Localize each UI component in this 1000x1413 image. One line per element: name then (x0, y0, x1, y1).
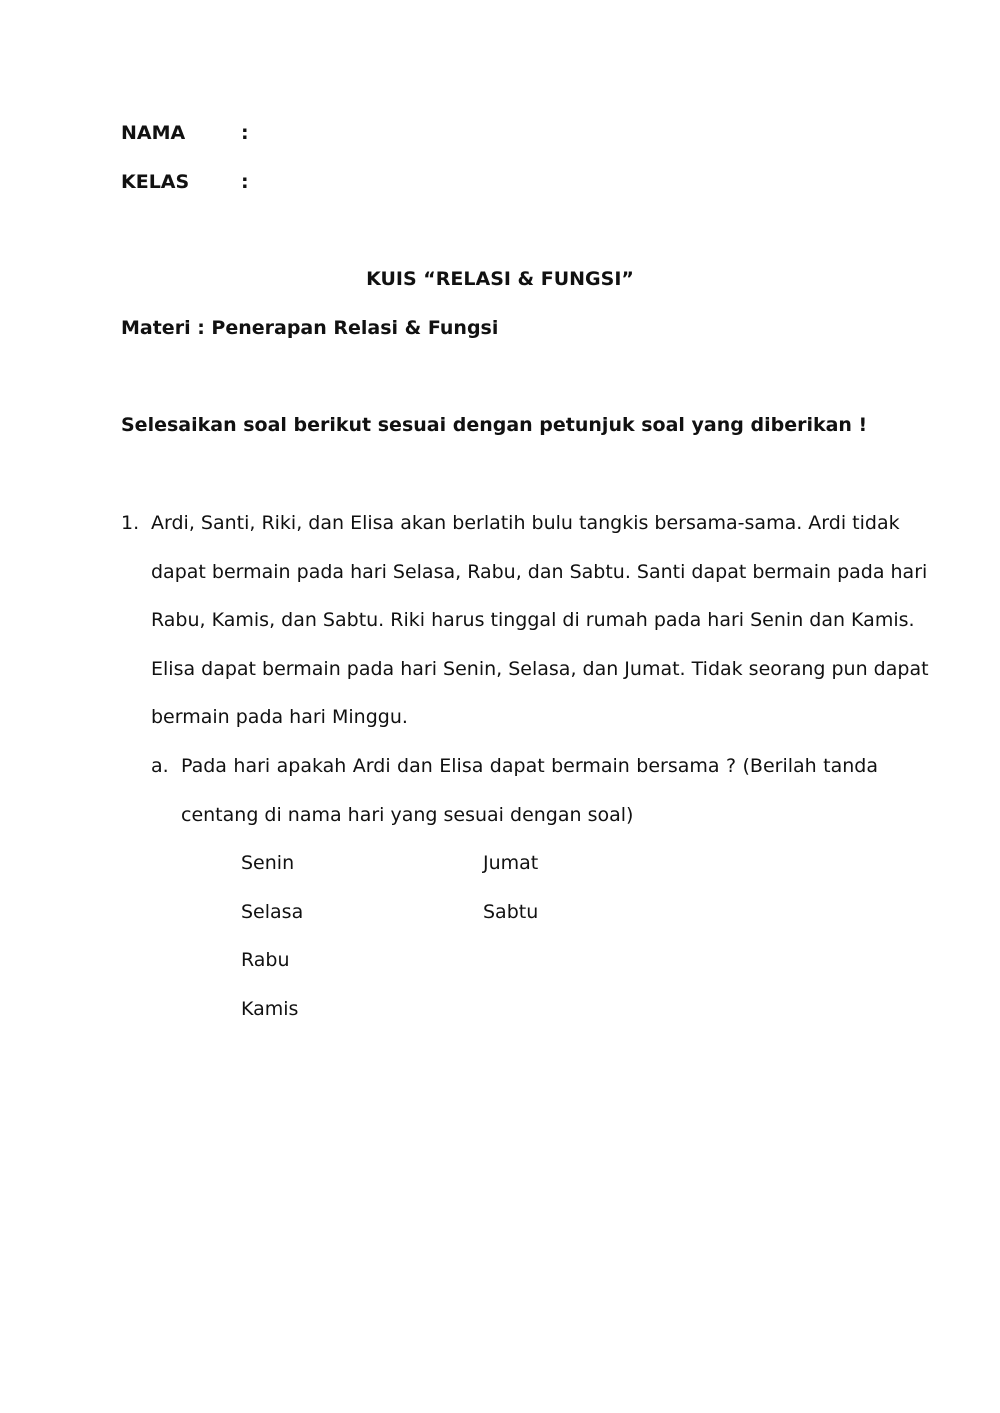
kelas-colon: : (241, 171, 249, 193)
question-number: 1. (121, 512, 140, 534)
option-rabu[interactable]: Rabu (241, 949, 290, 971)
instruction-line: Selesaikan soal berikut sesuai dengan petunjuk soal yang diberikan ! (121, 414, 868, 436)
question-text-line: bermain pada hari Minggu. (151, 706, 408, 728)
option-senin[interactable]: Senin (241, 852, 295, 874)
sub-question-line: Pada hari apakah Ardi dan Elisa dapat bermain bersama ? (Berilah tanda (181, 755, 878, 777)
question-text-line: Ardi, Santi, Riki, dan Elisa akan berlatih bulu tangkis bersama-sama. Ardi tidak (151, 512, 900, 534)
sub-question-line: centang di nama hari yang sesuai dengan soal) (181, 804, 634, 826)
option-sabtu[interactable]: Sabtu (483, 901, 539, 923)
quiz-title: KUIS “RELASI & FUNGSI” (366, 268, 634, 290)
sub-question-letter: a. (151, 755, 169, 777)
materi-line: Materi : Penerapan Relasi & Fungsi (121, 317, 499, 339)
option-kamis[interactable]: Kamis (241, 998, 299, 1020)
option-jumat[interactable]: Jumat (483, 852, 539, 874)
nama-label: NAMA (121, 122, 186, 144)
question-text-line: Rabu, Kamis, dan Sabtu. Riki harus tinggal di rumah pada hari Senin dan Kamis. (151, 609, 915, 631)
question-text-line: dapat bermain pada hari Selasa, Rabu, dan Sabtu. Santi dapat bermain pada hari (151, 561, 928, 583)
nama-colon: : (241, 122, 249, 144)
kelas-label: KELAS (121, 171, 190, 193)
question-text-line: Elisa dapat bermain pada hari Senin, Selasa, dan Jumat. Tidak seorang pun dapat (151, 658, 929, 680)
option-selasa[interactable]: Selasa (241, 901, 304, 923)
